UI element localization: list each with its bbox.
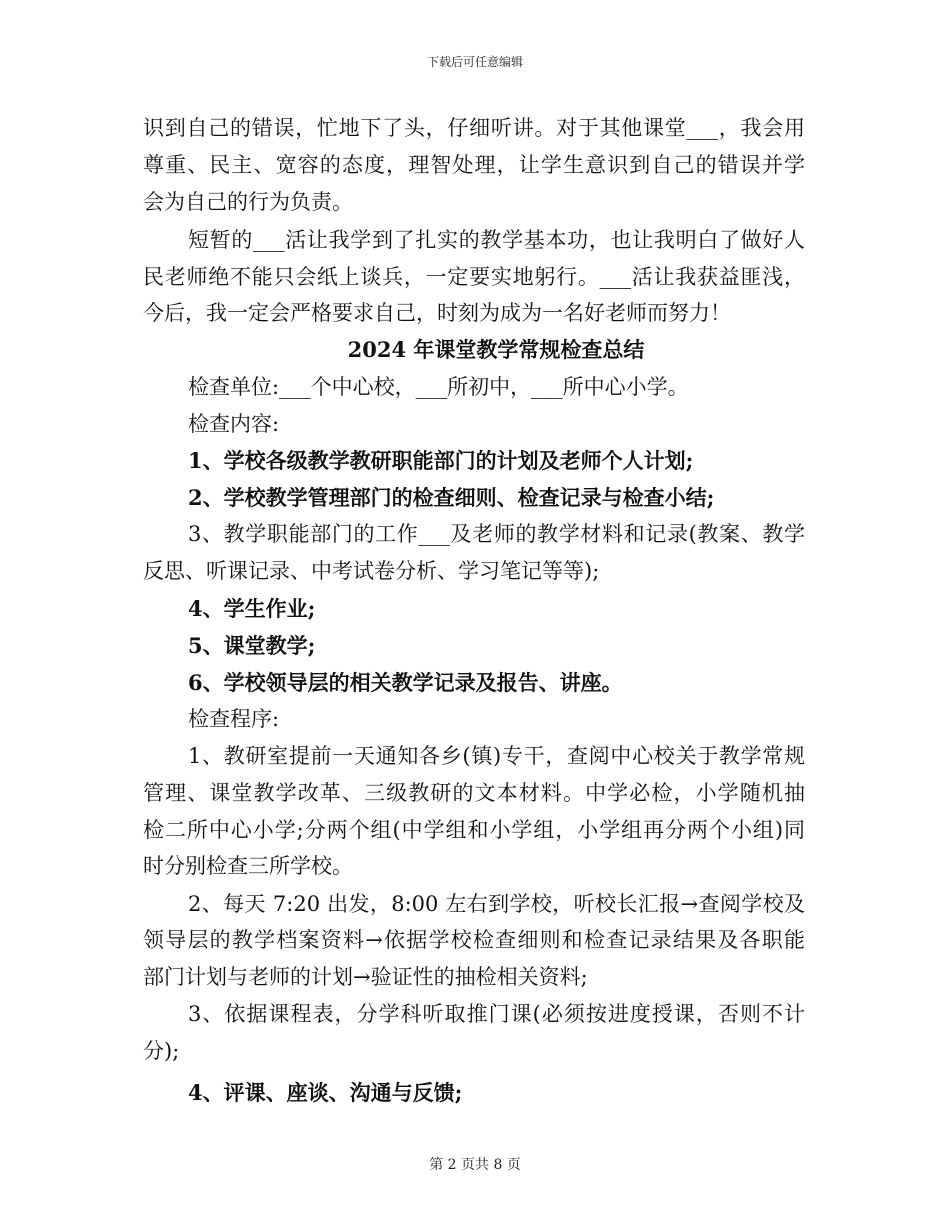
- content-item-continuation: 反思、听课记录、中考试卷分析、学习笔记等等);: [143, 559, 600, 583]
- paragraph-line: 识到自己的错误，忙地下了头，仔细听讲。对于其他课堂___，我会用: [143, 116, 805, 140]
- paragraph-line: 今后，我一定会严格要求自己，时刻为成为一名好老师而努力！: [143, 301, 731, 325]
- content-item: 6、学校领导层的相关教学记录及报告、讲座。: [188, 670, 623, 695]
- paragraph-line: 尊重、民主、宽容的态度，理智处理，让学生意识到自己的错误并学: [143, 153, 805, 177]
- procedure-item: 4、评课、座谈、沟通与反馈;: [188, 1080, 463, 1105]
- report-title: 2024 年课堂教学常规检查总结: [347, 337, 645, 362]
- page-number-footer: 第 2 页共 8 页: [429, 1157, 521, 1173]
- procedure-item: 3、依据课程表，分学科听取推门课(必须按进度授课，否则不计: [188, 1002, 805, 1026]
- procedure-item-continuation: 分);: [143, 1039, 180, 1063]
- content-item: 5、课堂教学;: [188, 633, 316, 658]
- content-item: 2、学校教学管理部门的检查细则、检查记录与检查小结;: [188, 485, 715, 510]
- content-item: 4、学生作业;: [188, 596, 316, 621]
- content-heading: 检查内容:: [188, 412, 280, 436]
- procedure-item: 2、每天 7:20 出发，8:00 左右到学校，听校长汇报→查阅学校及: [188, 892, 805, 916]
- paragraph-line: 民老师绝不能只会纸上谈兵，一定要实地躬行。___活让我获益匪浅，: [143, 265, 805, 289]
- inspection-units: 检查单位:___个中心校，___所初中，___所中心小学。: [188, 375, 689, 399]
- procedure-item: 1、教研室提前一天通知各乡(镇)专干，查阅中心校关于教学常规: [188, 744, 805, 768]
- page-header-note: 下载后可任意编辑: [426, 55, 523, 69]
- procedure-item-continuation: 时分别检查三所学校。: [143, 854, 353, 878]
- procedure-item-continuation: 领导层的教学档案资料→依据学校检查细则和检查记录结果及各职能: [143, 928, 805, 952]
- paragraph-line: 会为自己的行为负责。: [143, 190, 353, 214]
- paragraph-line: 短暂的___活让我学到了扎实的教学基本功，也让我明白了做好人: [188, 228, 805, 252]
- procedure-item-continuation: 管理、课堂教学改革、三级教研的文本材料。中学必检，小学随机抽: [143, 781, 805, 805]
- content-item: 3、教学职能部门的工作___及老师的教学材料和记录(教案、教学: [188, 522, 805, 546]
- content-item: 1、学校各级教学教研职能部门的计划及老师个人计划;: [188, 448, 694, 473]
- procedure-item-continuation: 部门计划与老师的计划→验证性的抽检相关资料;: [143, 965, 588, 989]
- procedure-heading: 检查程序:: [188, 707, 280, 731]
- procedure-item-continuation: 检二所中心小学;分两个组(中学组和小学组，小学组再分两个小组)同: [143, 818, 805, 842]
